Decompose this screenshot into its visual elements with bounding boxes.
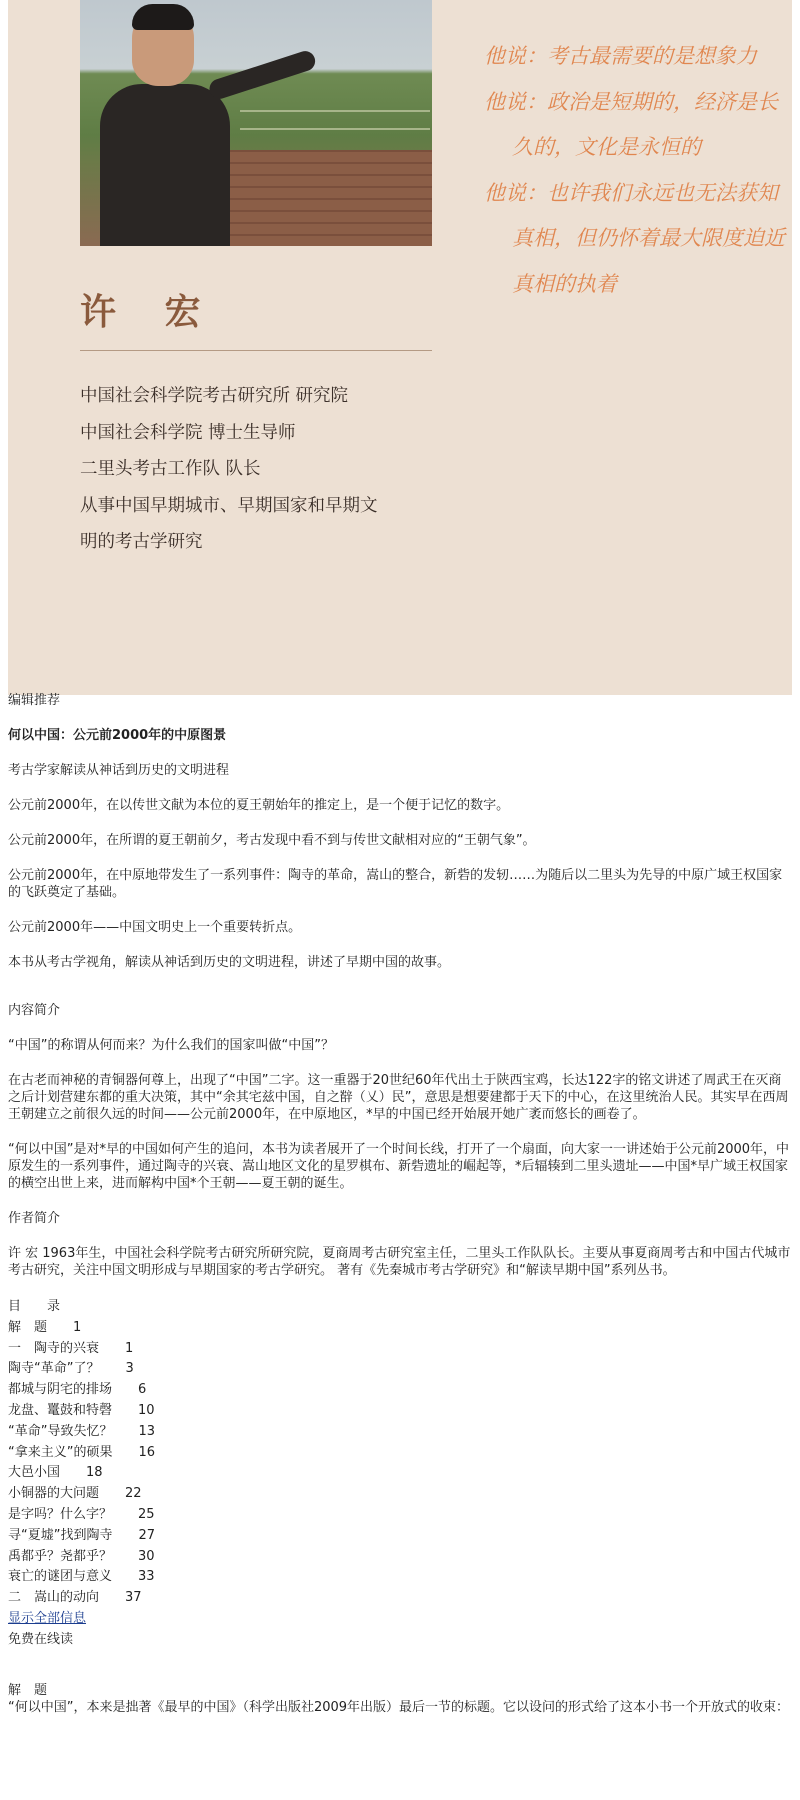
excerpt-text: “何以中国”，本来是拙著《最早的中国》（科学出版社2009年出版）最后一节的标题。它以设问的形式给了这本小书一个开放式的收束： xyxy=(8,1699,790,1715)
author-titles xyxy=(80,378,460,561)
toc-item: 解 题 1 xyxy=(8,1319,82,1335)
toc-item: 是字吗？什么字？ 25 xyxy=(8,1506,155,1522)
toc-item: “革命”导致失忆？ 13 xyxy=(8,1423,156,1439)
show-all-link[interactable]: 显示全部信息 xyxy=(8,1610,87,1626)
section-label-intro: 内容简介 xyxy=(8,1003,61,1018)
brick-wall xyxy=(230,150,432,246)
book-subtitle: 考古学家解读从神话到历史的文明进程 xyxy=(8,763,230,778)
toc-item: 都城与阴宅的排场 6 xyxy=(8,1382,147,1398)
author-banner xyxy=(8,0,792,695)
author-photo xyxy=(80,0,432,246)
author-title-line: 中国社会科学院 博士生导师 xyxy=(80,422,296,443)
book-title: 何以中国：公元前2000年的中原图景 xyxy=(8,728,227,743)
toc-item: 禹都乎？尧都乎？ 30 xyxy=(8,1548,155,1564)
toc-item: 小铜器的大问题 22 xyxy=(8,1486,142,1502)
author-title-line: 二里头考古工作队 队长 xyxy=(80,459,261,479)
quote-line: 久的，文化是永恒的 xyxy=(512,135,701,159)
section-label-bio: 作者简介 xyxy=(8,1211,61,1226)
author-quotes xyxy=(484,34,792,307)
toc-item: 一 陶寺的兴衰 1 xyxy=(8,1340,134,1356)
editor-paragraph: 公元前2000年，在中原地带发生了一系列事件：陶寺的革命，嵩山的整合，新砦的发轫……为随后以二里头为先导的中原广域王权国家的飞跃奠定了基础。 xyxy=(8,868,783,900)
section-label-editor: 编辑推荐 xyxy=(8,693,61,708)
author-bio: 许 宏 1963年生，中国社会科学院考古研究所研究院，夏商周考古研究室主任，二里头工作队队长。主要从事夏商周考古和中国古代城市考古研究，关注中国文明形成与早期国家的考古学研究。 著有《先秦城市考古学研究》和“解读早期中国”系列丛书。 xyxy=(8,1246,791,1278)
divider xyxy=(80,350,432,351)
toc-item: 二 嵩山的动向 37 xyxy=(8,1590,142,1606)
author-name: 许 宏 xyxy=(80,291,219,333)
quote-line: 他说：政治是短期的，经济是长 xyxy=(484,89,778,114)
intro-paragraph: “何以中国”是对*早的中国如何产生的追问，本书为读者展开了一个时间长线，打开了一个扇面，向大家一一讲述始于公元前2000年，中原发生的一系列事件，通过陶寺的兴衰、嵩山地区文化的星罗棋布、新砦遗址的崛起等，*后辐辏到二里头遗址——中国*早广域王权国家的横空出世上来，进而解构中国*个王朝——夏王朝的诞生。 xyxy=(8,1142,790,1191)
toc-item: 大邑小国 18 xyxy=(8,1465,103,1481)
toc-item: 衰亡的谜团与意义 33 xyxy=(8,1569,155,1585)
editor-paragraph: 公元前2000年，在以传世文献为本位的夏王朝始年的推定上，是一个便于记忆的数字。 xyxy=(8,798,510,813)
toc-item: 龙盘、鼍鼓和特磬 10 xyxy=(8,1402,155,1418)
toc-item: 陶寺“革命”了？ 3 xyxy=(8,1361,134,1377)
quote-line: 真相的执着 xyxy=(512,271,617,296)
author-title-line: 从事中国早期城市、早期国家和早期文 xyxy=(80,495,378,516)
author-title-line: 明的考古学研究 xyxy=(80,532,203,552)
intro-paragraph: 在古老而神秘的青铜器何尊上，出现了“中国”二字。这一重器于20世纪60年代出土于陕西宝鸡，长达122字的铭文讲述了周武王在灭商之后计划营建东都的重大决策，其中“余其宅兹中国，自之辥（乂）民”，意思是想要建都于天下的中心，在这里统治人民。其实早在西周王朝建立之前很久远的时间——公元前2000年，在中原地区，*早的中国已经开始展开她广袤而悠长的画卷了。 xyxy=(8,1073,789,1122)
editor-paragraph: 公元前2000年，在所谓的夏王朝前夕，考古发现中看不到与传世文献相对应的“王朝气象”。 xyxy=(8,833,536,848)
editor-paragraph: 本书从考古学视角，解读从神话到历史的文明进程，讲述了早期中国的故事。 xyxy=(8,955,451,970)
quote-line: 真相，但仍怀着最大限度迫近 xyxy=(512,226,785,250)
toc-item: “拿来主义”的硕果 16 xyxy=(8,1444,156,1460)
quote-line: 他说：考古最需要的是想象力 xyxy=(484,44,757,68)
book-content xyxy=(8,692,792,1716)
excerpt-label: 解 题 xyxy=(8,1682,48,1698)
free-read-label: 免费在线读 xyxy=(8,1631,74,1647)
quote-line: 他说：也许我们永远也无法获知 xyxy=(484,180,778,205)
table-of-contents xyxy=(8,1297,792,1651)
toc-label: 目 录 xyxy=(8,1299,61,1314)
editor-paragraph: 公元前2000年——中国文明史上一个重要转折点。 xyxy=(8,920,302,935)
toc-item: 寻“夏墟”找到陶寺 27 xyxy=(8,1527,156,1543)
author-title-line: 中国社会科学院考古研究所 研究院 xyxy=(80,386,349,406)
intro-question: “中国”的称谓从何而来？为什么我们的国家叫做“中国”？ xyxy=(8,1038,334,1053)
